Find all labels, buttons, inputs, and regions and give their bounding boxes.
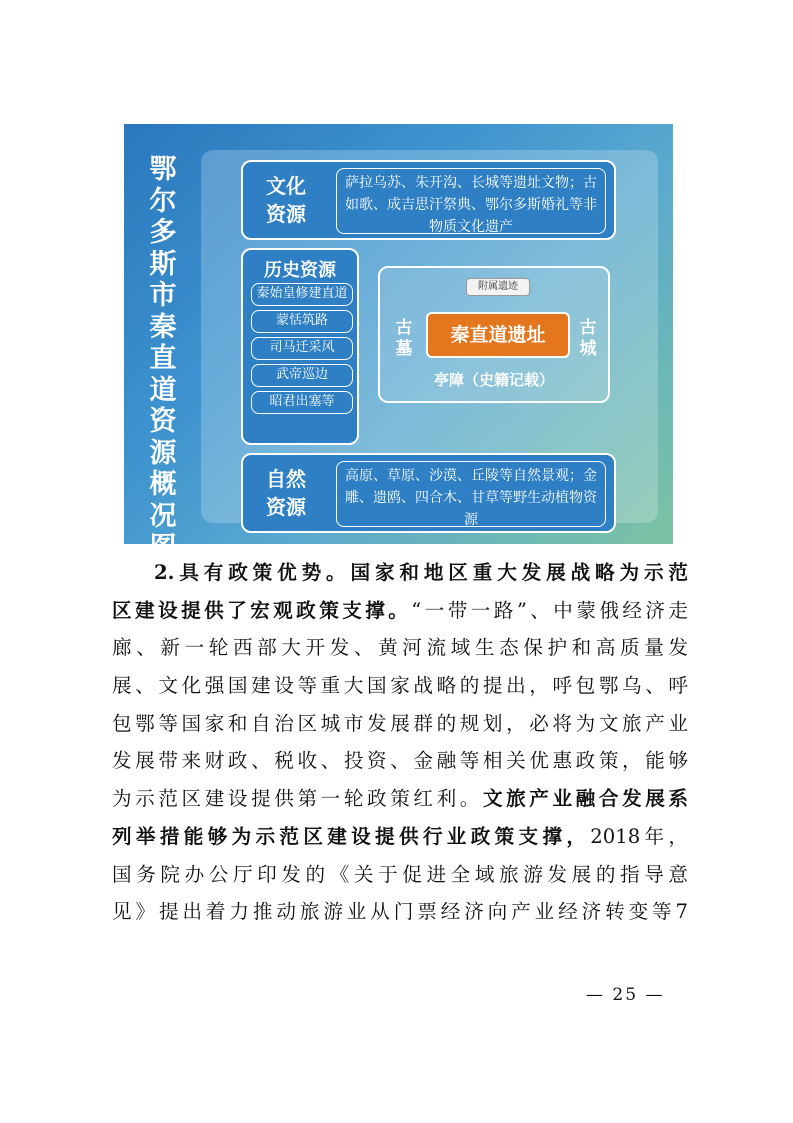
ancient-city-label: 古城 (579, 318, 597, 359)
text-run: 见》提出着力推动旅游业从门票经济向产业经济转变等7 (112, 900, 688, 924)
text-run: 展、文化强国建设等重大国家战略的提出，呼包鄂乌、呼 (112, 674, 688, 698)
attached-relics-tag: 附属遗迹 (466, 278, 530, 296)
nature-resources-box (241, 453, 616, 533)
history-item: 司马迁采风 (251, 337, 353, 360)
history-resources-box (241, 248, 359, 445)
paragraph-line (112, 856, 688, 894)
body-paragraph (112, 554, 688, 931)
culture-label-line2: 资源 (266, 202, 306, 226)
text-run: 为示范区建设提供第一轮政策红利。 (112, 787, 483, 811)
text-run: 廊、新一轮西部大开发、黄河流域生态保护和高质量发 (112, 636, 688, 660)
figure-panel (201, 150, 658, 528)
paragraph-line (112, 592, 688, 630)
figure-title: 鄂尔多斯市秦直道资源概况图 (149, 154, 177, 563)
text-run: 国务院办公厅印发的《关于促进全域旅游发展的指导意 (112, 862, 688, 886)
history-item: 秦始皇修建直道 (251, 283, 353, 306)
text-run: “一带一路”、中蒙俄经济走 (411, 598, 688, 622)
history-item: 蒙恬筑路 (251, 310, 353, 333)
site-box (378, 266, 610, 403)
paragraph-line (112, 554, 688, 592)
ancient-tomb-label: 古墓 (395, 318, 413, 359)
paragraph-line (112, 705, 688, 743)
bold-text: 列举措能够为示范区建设提供行业政策支撑， (112, 824, 591, 848)
paragraph-line (112, 818, 688, 856)
culture-description: 萨拉乌苏、朱开沟、长城等遗址文物；古如歌、成吉思汗祭典、鄂尔多斯婚礼等非物质文化遗产 (336, 168, 606, 234)
culture-resources-box (241, 160, 616, 240)
nature-description: 高原、草原、沙漠、丘陵等自然景观；金雕、遗鸥、四合木、甘草等野生动植物资源 (336, 461, 606, 527)
nature-label-line2: 资源 (266, 495, 306, 519)
resource-overview-figure (124, 124, 673, 563)
nature-label-line1: 自然 (266, 467, 306, 491)
text-run: 2018年， (590, 824, 688, 848)
fort-label: 亭障（史籍记载） (433, 371, 554, 389)
culture-label-line1: 文化 (266, 174, 306, 198)
paragraph-line (112, 893, 688, 931)
page-number: — 25 — (586, 985, 665, 1005)
history-title: 历史资源 (264, 260, 336, 281)
history-item: 昭君出塞等 (251, 391, 353, 414)
culture-label (257, 172, 315, 228)
history-item: 武帝巡边 (251, 364, 353, 387)
paragraph-line (112, 629, 688, 667)
bold-text: 文旅产业融合发展系 (482, 787, 688, 811)
nature-label (257, 465, 315, 521)
paragraph-line (112, 667, 688, 705)
paragraph-line (112, 742, 688, 780)
bold-text: 2.具有政策优势。国家和地区重大发展战略为示范 (154, 561, 688, 584)
bold-text: 区建设提供了宏观政策支撑。 (112, 598, 412, 622)
text-run: 发展带来财政、税收、投资、金融等相关优惠政策，能够 (112, 749, 688, 773)
qin-road-site-core: 秦直道遗址 (426, 312, 570, 358)
paragraph-line (112, 780, 688, 818)
text-run: 包鄂等国家和自治区城市发展群的规划，必将为文旅产业 (112, 711, 688, 735)
